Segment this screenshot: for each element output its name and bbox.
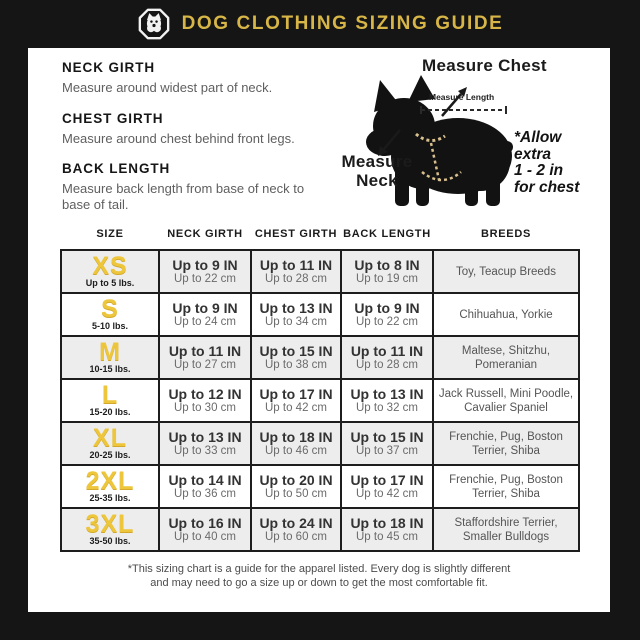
dog-badge-icon bbox=[137, 7, 171, 41]
measuring-instructions bbox=[62, 60, 330, 227]
neck-girth-cm: Up to 24 cm bbox=[174, 316, 236, 328]
neck-girth-in: Up to 12 IN bbox=[168, 386, 242, 402]
instruction-block bbox=[62, 60, 330, 96]
chest-girth-in: Up to 15 IN bbox=[259, 343, 333, 359]
measure-neck-label: Measure Neck bbox=[341, 152, 413, 190]
neck-girth-in: Up to 11 IN bbox=[168, 343, 242, 359]
size-label: 2XL bbox=[85, 467, 135, 495]
header-bar bbox=[0, 0, 640, 48]
table-row-s bbox=[61, 293, 579, 336]
table-row-xs bbox=[61, 250, 579, 293]
chest-girth-cm: Up to 34 cm bbox=[265, 316, 327, 328]
neck-girth-in: Up to 9 IN bbox=[172, 257, 238, 273]
back-length-heading: BACK LENGTH bbox=[62, 161, 171, 176]
instruction-block bbox=[62, 161, 330, 212]
allow-extra-note bbox=[514, 130, 579, 196]
neck-girth-in: Up to 16 IN bbox=[168, 515, 242, 531]
allow-note-line: for chest bbox=[514, 178, 580, 196]
weight-range: 25-35 lbs. bbox=[89, 493, 131, 503]
weight-range: 5-10 lbs. bbox=[91, 321, 129, 331]
sizing-table bbox=[60, 224, 580, 552]
table-row-2xl bbox=[61, 465, 579, 508]
size-label: XS bbox=[92, 252, 128, 280]
weight-range: 10-15 lbs. bbox=[89, 364, 131, 374]
dog-measuring-diagram bbox=[328, 54, 606, 218]
chest-girth-in: Up to 20 IN bbox=[259, 472, 333, 488]
allow-note-line: extra bbox=[514, 145, 552, 163]
table-row-xl bbox=[61, 422, 579, 465]
breeds-list: Chihuahua, Yorkie bbox=[459, 308, 553, 321]
back-length-in: Up to 9 IN bbox=[354, 300, 420, 316]
col-header-back-length: BACK LENGTH bbox=[341, 224, 433, 250]
breeds-list: Maltese, Shitzhu, Pomeranian bbox=[461, 344, 551, 371]
neck-girth-cm: Up to 27 cm bbox=[174, 359, 236, 371]
chest-girth-in: Up to 17 IN bbox=[259, 386, 333, 402]
neck-girth-cm: Up to 33 cm bbox=[174, 445, 236, 457]
back-length-in: Up to 8 IN bbox=[354, 257, 420, 273]
back-length-cm: Up to 42 cm bbox=[356, 488, 418, 500]
size-label: M bbox=[99, 338, 121, 366]
neck-girth-in: Up to 9 IN bbox=[172, 300, 238, 316]
weight-range: 35-50 lbs. bbox=[89, 536, 131, 546]
chest-girth-cm: Up to 60 cm bbox=[265, 531, 327, 543]
chest-girth-in: Up to 11 IN bbox=[259, 257, 333, 273]
table-row-3xl bbox=[61, 508, 579, 551]
col-header-neck-girth: NECK GIRTH bbox=[159, 224, 251, 250]
col-header-chest-girth: CHEST GIRTH bbox=[251, 224, 341, 250]
chest-girth-cm: Up to 38 cm bbox=[265, 359, 327, 371]
weight-range: 20-25 lbs. bbox=[89, 450, 131, 460]
back-length-in: Up to 11 IN bbox=[350, 343, 424, 359]
allow-note-line: *Allow bbox=[514, 129, 562, 146]
back-length-cm: Up to 45 cm bbox=[356, 531, 418, 543]
footnote-line: *This sizing chart is a guide for the apparel listed. Every dog is slightly different bbox=[127, 563, 511, 575]
size-label: 3XL bbox=[85, 510, 135, 538]
neck-girth-cm: Up to 30 cm bbox=[174, 402, 236, 414]
table-row-l bbox=[61, 379, 579, 422]
back-length-cm: Up to 19 cm bbox=[356, 273, 418, 285]
footnote bbox=[28, 562, 610, 590]
content-card bbox=[28, 48, 610, 612]
back-length-in: Up to 15 IN bbox=[350, 429, 424, 445]
neck-girth-in: Up to 14 IN bbox=[168, 472, 242, 488]
size-label: L bbox=[101, 381, 119, 409]
neck-girth-cm: Up to 40 cm bbox=[174, 531, 236, 543]
back-length-cm: Up to 28 cm bbox=[356, 359, 418, 371]
table-row-m bbox=[61, 336, 579, 379]
chest-girth-cm: Up to 28 cm bbox=[265, 273, 327, 285]
col-header-breeds: BREEDS bbox=[433, 224, 579, 250]
table-header-row bbox=[61, 224, 579, 250]
weight-range: Up to 5 lbs. bbox=[85, 278, 135, 288]
chest-girth-in: Up to 13 IN bbox=[259, 300, 333, 316]
neck-girth-cm: Up to 36 cm bbox=[174, 488, 236, 500]
size-label: XL bbox=[93, 424, 127, 452]
footnote-line: and may need to go a size up or down to get the most comfortable fit. bbox=[150, 577, 488, 589]
neck-girth-cm: Up to 22 cm bbox=[174, 273, 236, 285]
back-length-text: Measure back length from base of neck to base of tail. bbox=[62, 181, 305, 212]
breeds-list: Frenchie, Pug, Boston Terrier, Shiba bbox=[449, 473, 563, 500]
chest-girth-heading: CHEST GIRTH bbox=[62, 110, 164, 126]
chest-girth-text: Measure around chest behind front legs. bbox=[62, 130, 295, 146]
back-length-in: Up to 18 IN bbox=[350, 515, 424, 531]
col-header-size: SIZE bbox=[61, 224, 159, 250]
neck-girth-heading: NECK GIRTH bbox=[62, 60, 155, 75]
instruction-block bbox=[62, 111, 330, 147]
chest-girth-cm: Up to 42 cm bbox=[265, 402, 327, 414]
breeds-list: Frenchie, Pug, Boston Terrier, Shiba bbox=[449, 430, 563, 457]
back-length-cm: Up to 22 cm bbox=[356, 316, 418, 328]
back-length-cm: Up to 37 cm bbox=[356, 445, 418, 457]
measure-length-line bbox=[421, 106, 506, 114]
size-label: S bbox=[101, 295, 119, 323]
measure-length-label: Measure Length bbox=[429, 92, 495, 102]
back-length-in: Up to 13 IN bbox=[350, 386, 424, 402]
page-title: DOG CLOTHING SIZING GUIDE bbox=[181, 13, 504, 34]
chest-girth-cm: Up to 46 cm bbox=[265, 445, 327, 457]
back-length-cm: Up to 32 cm bbox=[356, 402, 418, 414]
chest-girth-in: Up to 18 IN bbox=[259, 429, 333, 445]
breeds-list: Toy, Teacup Breeds bbox=[456, 265, 556, 278]
back-length-in: Up to 17 IN bbox=[350, 472, 424, 488]
breeds-list: Staffordshire Terrier, Smaller Bulldogs bbox=[454, 516, 558, 543]
measure-chest-label: Measure Chest bbox=[422, 56, 547, 75]
chest-girth-cm: Up to 50 cm bbox=[265, 488, 327, 500]
weight-range: 15-20 lbs. bbox=[89, 407, 131, 417]
breeds-list: Jack Russell, Mini Poodle, Cavalier Spaniel bbox=[438, 387, 574, 414]
allow-note-line: 1 - 2 in bbox=[514, 162, 564, 179]
neck-girth-text: Measure around widest part of neck. bbox=[62, 80, 273, 95]
chest-girth-in: Up to 24 IN bbox=[259, 515, 333, 531]
neck-girth-in: Up to 13 IN bbox=[168, 429, 242, 445]
